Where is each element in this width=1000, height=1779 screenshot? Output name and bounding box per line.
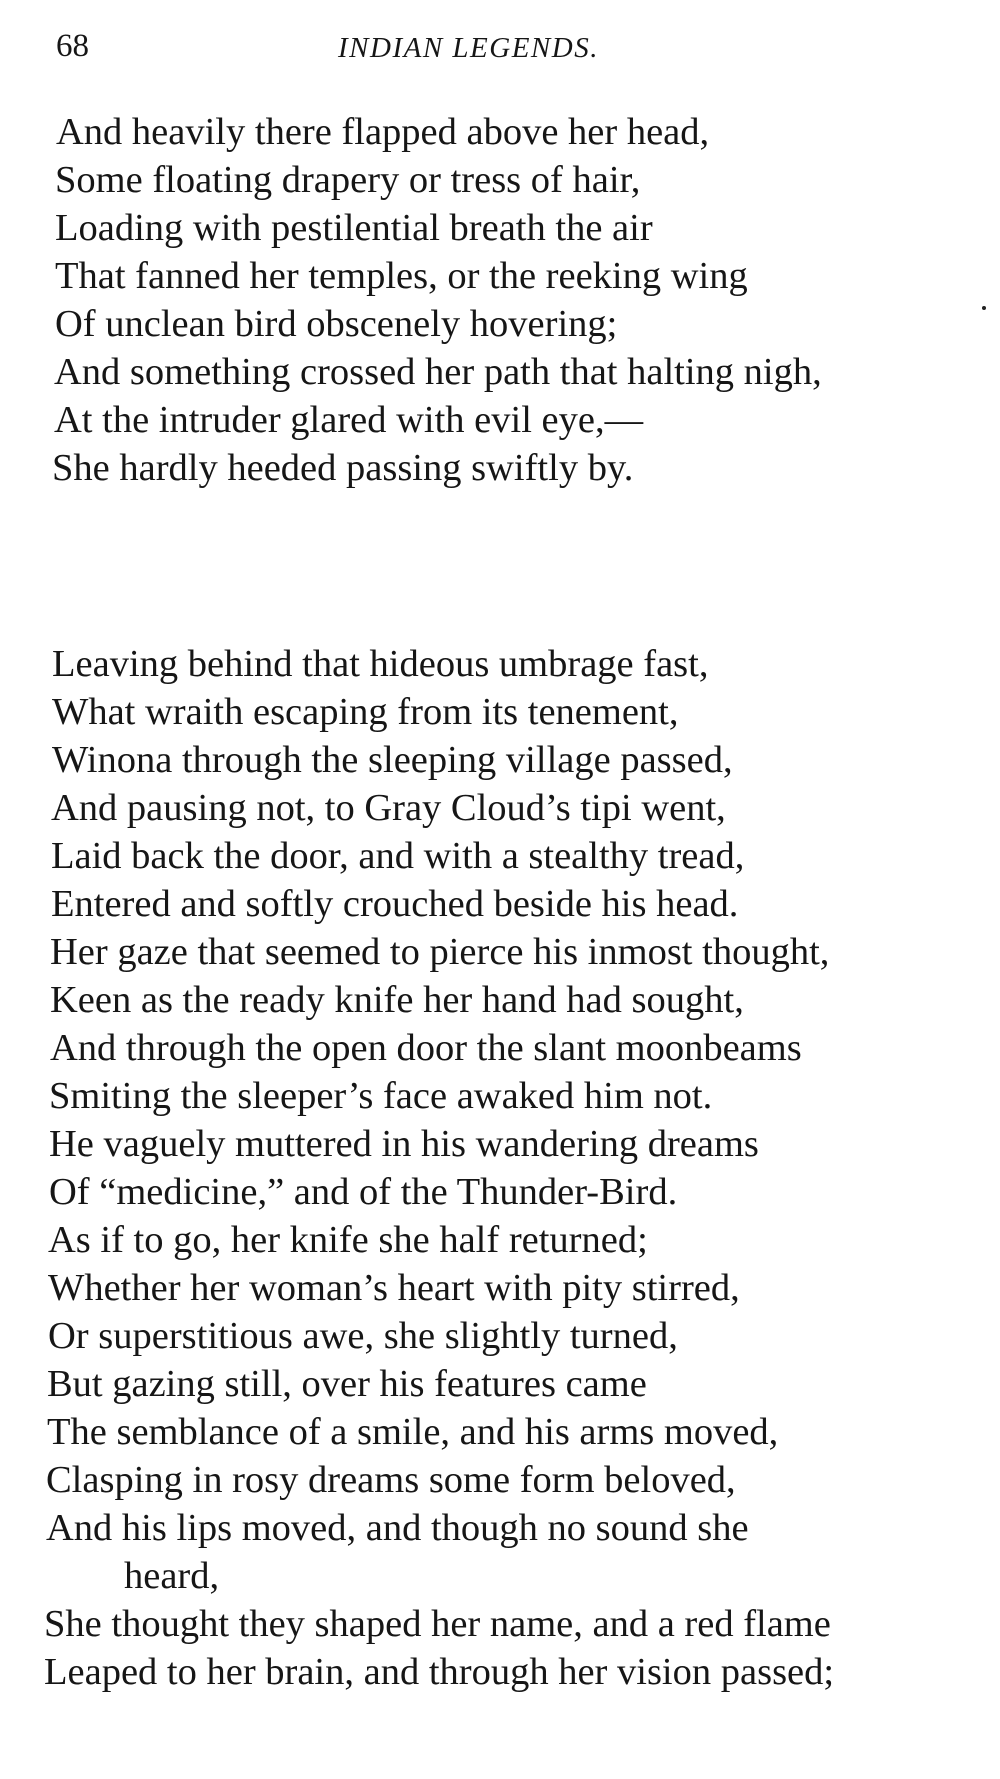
verse-line: Of unclean bird obscenely hovering; <box>55 303 618 345</box>
verse-line: Smiting the sleeper’s face awaked him not. <box>49 1075 713 1117</box>
verse-line: The semblance of a smile, and his arms moved, <box>47 1411 779 1453</box>
verse-line: And his lips moved, and though no sound she <box>46 1507 749 1549</box>
verse-line: Keen as the ready knife her hand had sought, <box>50 979 744 1021</box>
verse-line: He vaguely muttered in his wandering dreams <box>49 1123 759 1165</box>
verse-line: Clasping in rosy dreams some form beloved, <box>46 1459 736 1501</box>
verse-line: Leaving behind that hideous umbrage fast, <box>52 643 709 685</box>
verse-line: She thought they shaped her name, and a red flame <box>44 1603 831 1645</box>
verse-line: But gazing still, over his features came <box>47 1363 647 1405</box>
verse-line: And heavily there flapped above her head, <box>56 111 710 153</box>
verse-line: As if to go, her knife she half returned; <box>48 1219 648 1261</box>
verse-line: Her gaze that seemed to pierce his inmost thought, <box>50 931 830 973</box>
verse-line: And pausing not, to Gray Cloud’s tipi went, <box>51 787 726 829</box>
verse-line: At the intruder glared with evil eye,— <box>54 399 644 441</box>
verse-line: And something crossed her path that halting nigh, <box>54 351 822 393</box>
verse-line: Whether her woman’s heart with pity stirred, <box>48 1267 740 1309</box>
verse-line-continuation: heard, <box>124 1555 220 1597</box>
verse-line: Winona through the sleeping village passed, <box>52 739 733 781</box>
paper-speck <box>982 306 986 310</box>
verse-line: Of “medicine,” and of the Thunder-Bird. <box>49 1171 678 1213</box>
verse-line: Leaped to her brain, and through her vision passed; <box>44 1651 835 1693</box>
verse-line: And through the open door the slant moonbeams <box>50 1027 802 1069</box>
verse-line: She hardly heeded passing swiftly by. <box>52 447 634 489</box>
page-number: 68 <box>56 28 89 64</box>
verse-line: Entered and softly crouched beside his head. <box>51 883 739 925</box>
verse-line: Loading with pestilential breath the air <box>55 207 653 249</box>
running-title: INDIAN LEGENDS. <box>338 32 599 64</box>
verse-line: Laid back the door, and with a stealthy tread, <box>51 835 745 877</box>
verse-line: Or superstitious awe, she slightly turned, <box>48 1315 678 1357</box>
verse-line: Some floating drapery or tress of hair, <box>55 159 641 201</box>
verse-line: What wraith escaping from its tenement, <box>52 691 679 733</box>
verse-line: That fanned her temples, or the reeking wing <box>55 255 748 297</box>
